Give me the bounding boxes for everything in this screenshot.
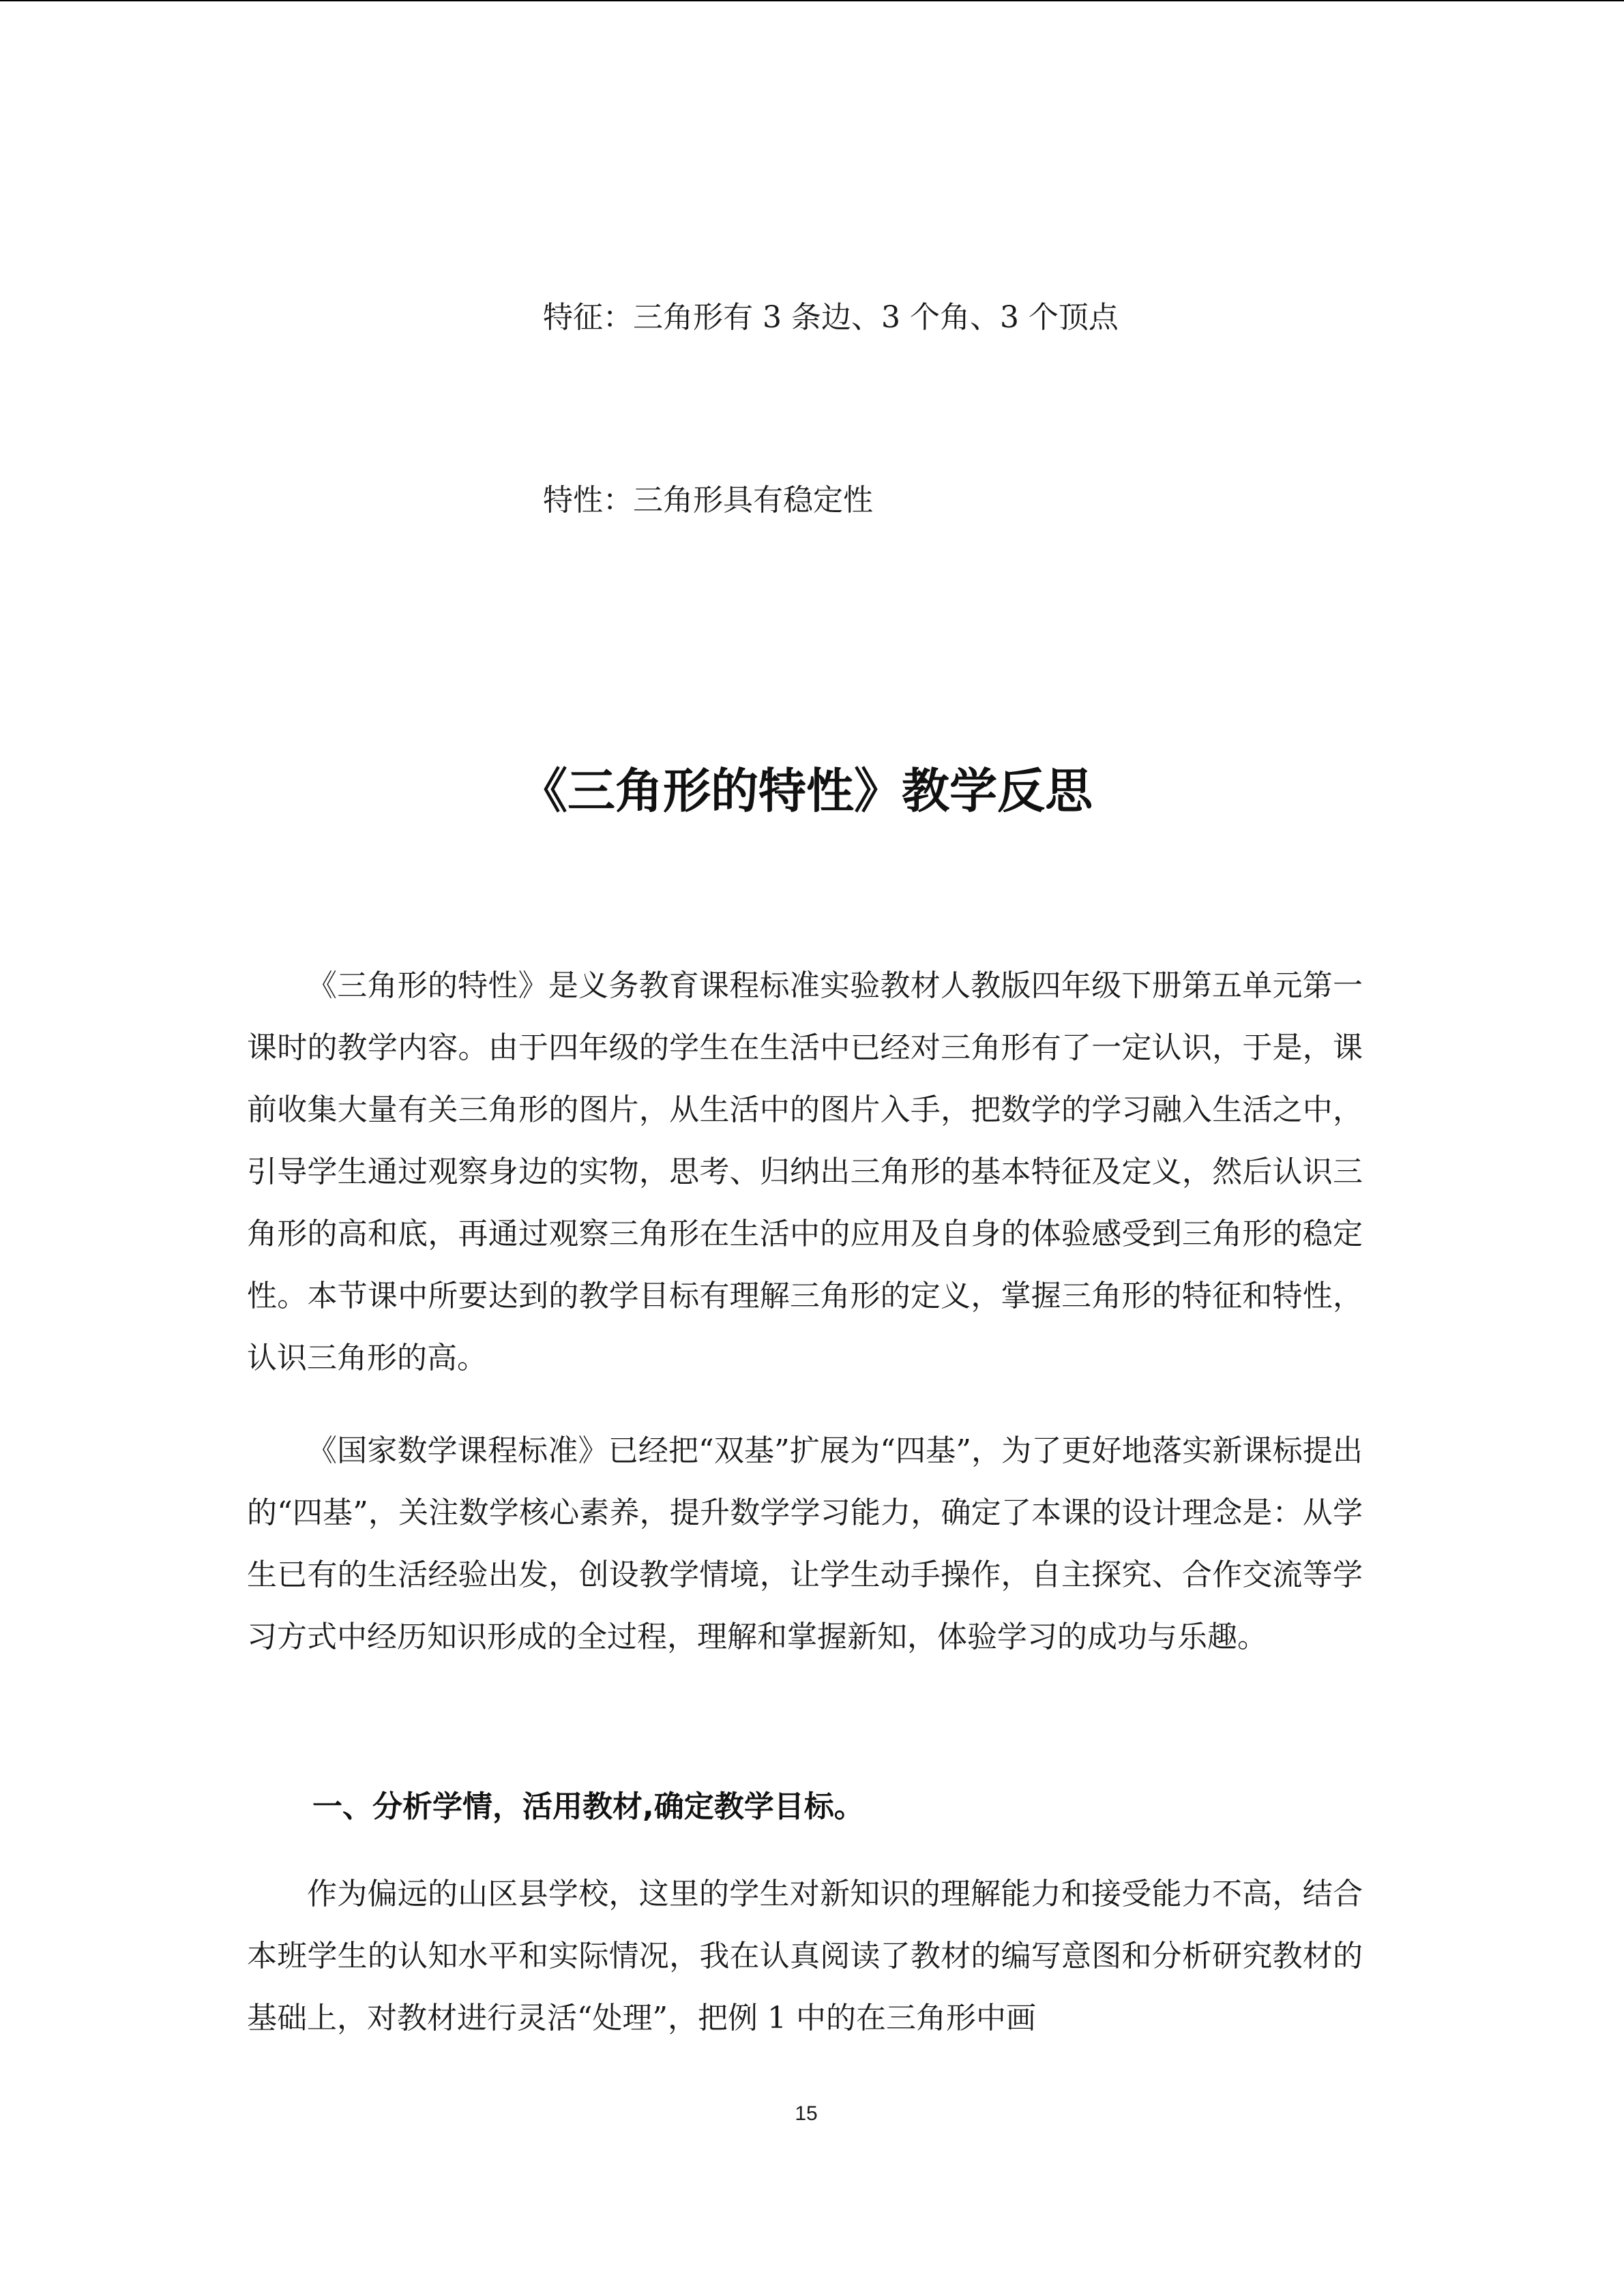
document-page: [247, 0, 1365, 2296]
property-line: 特性：三角形具有稳定性: [543, 483, 873, 518]
section-heading: 一、分析学情，活用教材,确定教学目标。: [312, 1789, 864, 1824]
paragraph-intro: 《三角形的特性》是义务教育课程标准实验教材人教版四年级下册第五单元第一课时的教学内容。由于四年级的学生在生活中已经对三角形有了一定认识，于是，课前收集大量有关三角形的图片，从生活中的图片入手，把数学的学习融入生活之中，引导学生通过观察身边的实物，思考、归纳出三角形的基本特征及定义，然后认识三角形的高和底，再通过观察三角形在生活中的应用及自身的体验感受到三角形的稳定性。本节课中所要达到的教学目标有理解三角形的定义，掌握三角形的特征和特性，认识三角形的高。: [247, 968, 1363, 1375]
document-title: 《三角形的特性》教学反思: [520, 763, 1093, 819]
page-number: 15: [795, 2102, 818, 2125]
paragraph-analysis: 作为偏远的山区县学校，这里的学生对新知识的理解能力和接受能力不高，结合本班学生的认知水平和实际情况，我在认真阅读了教材的编写意图和分析研究教材的基础上，对教材进行灵活“处理”，把例 1 中的在三角形中画: [247, 1877, 1363, 2036]
features-line: 特征：三角形有 3 条边、3 个角、3 个顶点: [543, 300, 1119, 335]
paragraph-design-concept: 《国家数学课程标准》已经把“双基”扩展为“四基”，为了更好地落实新课标提出的“四基”，关注数学核心素养，提升数学学习能力，确定了本课的设计理念是：从学生已有的生活经验出发，创设教学情境，让学生动手操作，自主探究、合作交流等学习方式中经历知识形成的全过程，理解和掌握新知，体验学习的成功与乐趣。: [247, 1433, 1363, 1654]
